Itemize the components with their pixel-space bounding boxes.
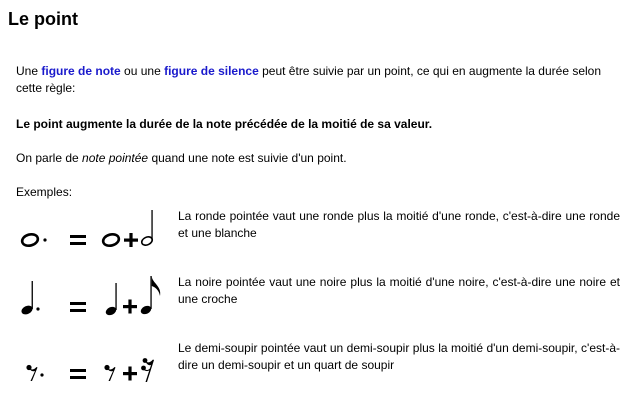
intro-text-end: peut être suivie par un point, ce qui en augmente la durée selon cette règle:	[16, 64, 602, 95]
intro-text-start: Une	[16, 64, 42, 78]
examples-label: Exemples:	[16, 185, 73, 199]
figure-de-silence-link[interactable]: figure de silence	[164, 64, 259, 78]
example-description: La ronde pointée vaut une ronde plus la moitié d'une ronde, c'est-à-dire une ronde et une blanche	[178, 209, 620, 240]
equals-sign-icon	[70, 302, 86, 312]
plus-sign-icon	[123, 367, 137, 381]
example-dotted-eighth-rest	[16, 340, 620, 400]
equals-sign-icon	[70, 235, 86, 245]
plus-sign-icon	[124, 233, 138, 247]
whole-note-icon	[102, 233, 120, 248]
half-note-icon	[140, 210, 153, 247]
intro-text-middle: ou une	[120, 64, 165, 78]
rule-statement: Le point augmente la durée de la note précédée de la moitié de sa valeur.	[16, 117, 433, 131]
intro-paragraph	[16, 63, 620, 97]
figure-de-note-link[interactable]: figure de note	[41, 64, 121, 78]
eighth-rest-icon	[104, 365, 115, 381]
dotted-whole-note-icon	[21, 233, 47, 248]
definition-text-end: quand une note est suivie d'un point.	[148, 151, 347, 165]
sixteenth-rest-icon	[141, 358, 154, 382]
page-title: Le point	[8, 9, 78, 29]
definition-term: note pointée	[82, 151, 149, 165]
example-description: Le demi-soupir pointée vaut un demi-soupir plus la moitié d'un demi-soupir, c'est-à-dire un demi-soupir et un quart de soupir	[178, 341, 620, 372]
example-dotted-quarter-note	[16, 274, 620, 334]
dotted-eighth-rest-icon	[26, 365, 43, 381]
example-description: La noire pointée vaut une noire plus la moitié d'une noire, c'est-à-dire une noire et une croche	[178, 275, 620, 306]
plus-sign-icon	[123, 300, 137, 314]
definition-paragraph	[16, 150, 620, 167]
quarter-note-icon	[104, 283, 117, 317]
dotted-quarter-note-icon	[20, 281, 40, 316]
equals-sign-icon	[70, 369, 86, 379]
definition-text-start: On parle de	[16, 151, 83, 165]
eighth-note-icon	[139, 276, 160, 316]
example-dotted-whole-note	[16, 208, 620, 268]
